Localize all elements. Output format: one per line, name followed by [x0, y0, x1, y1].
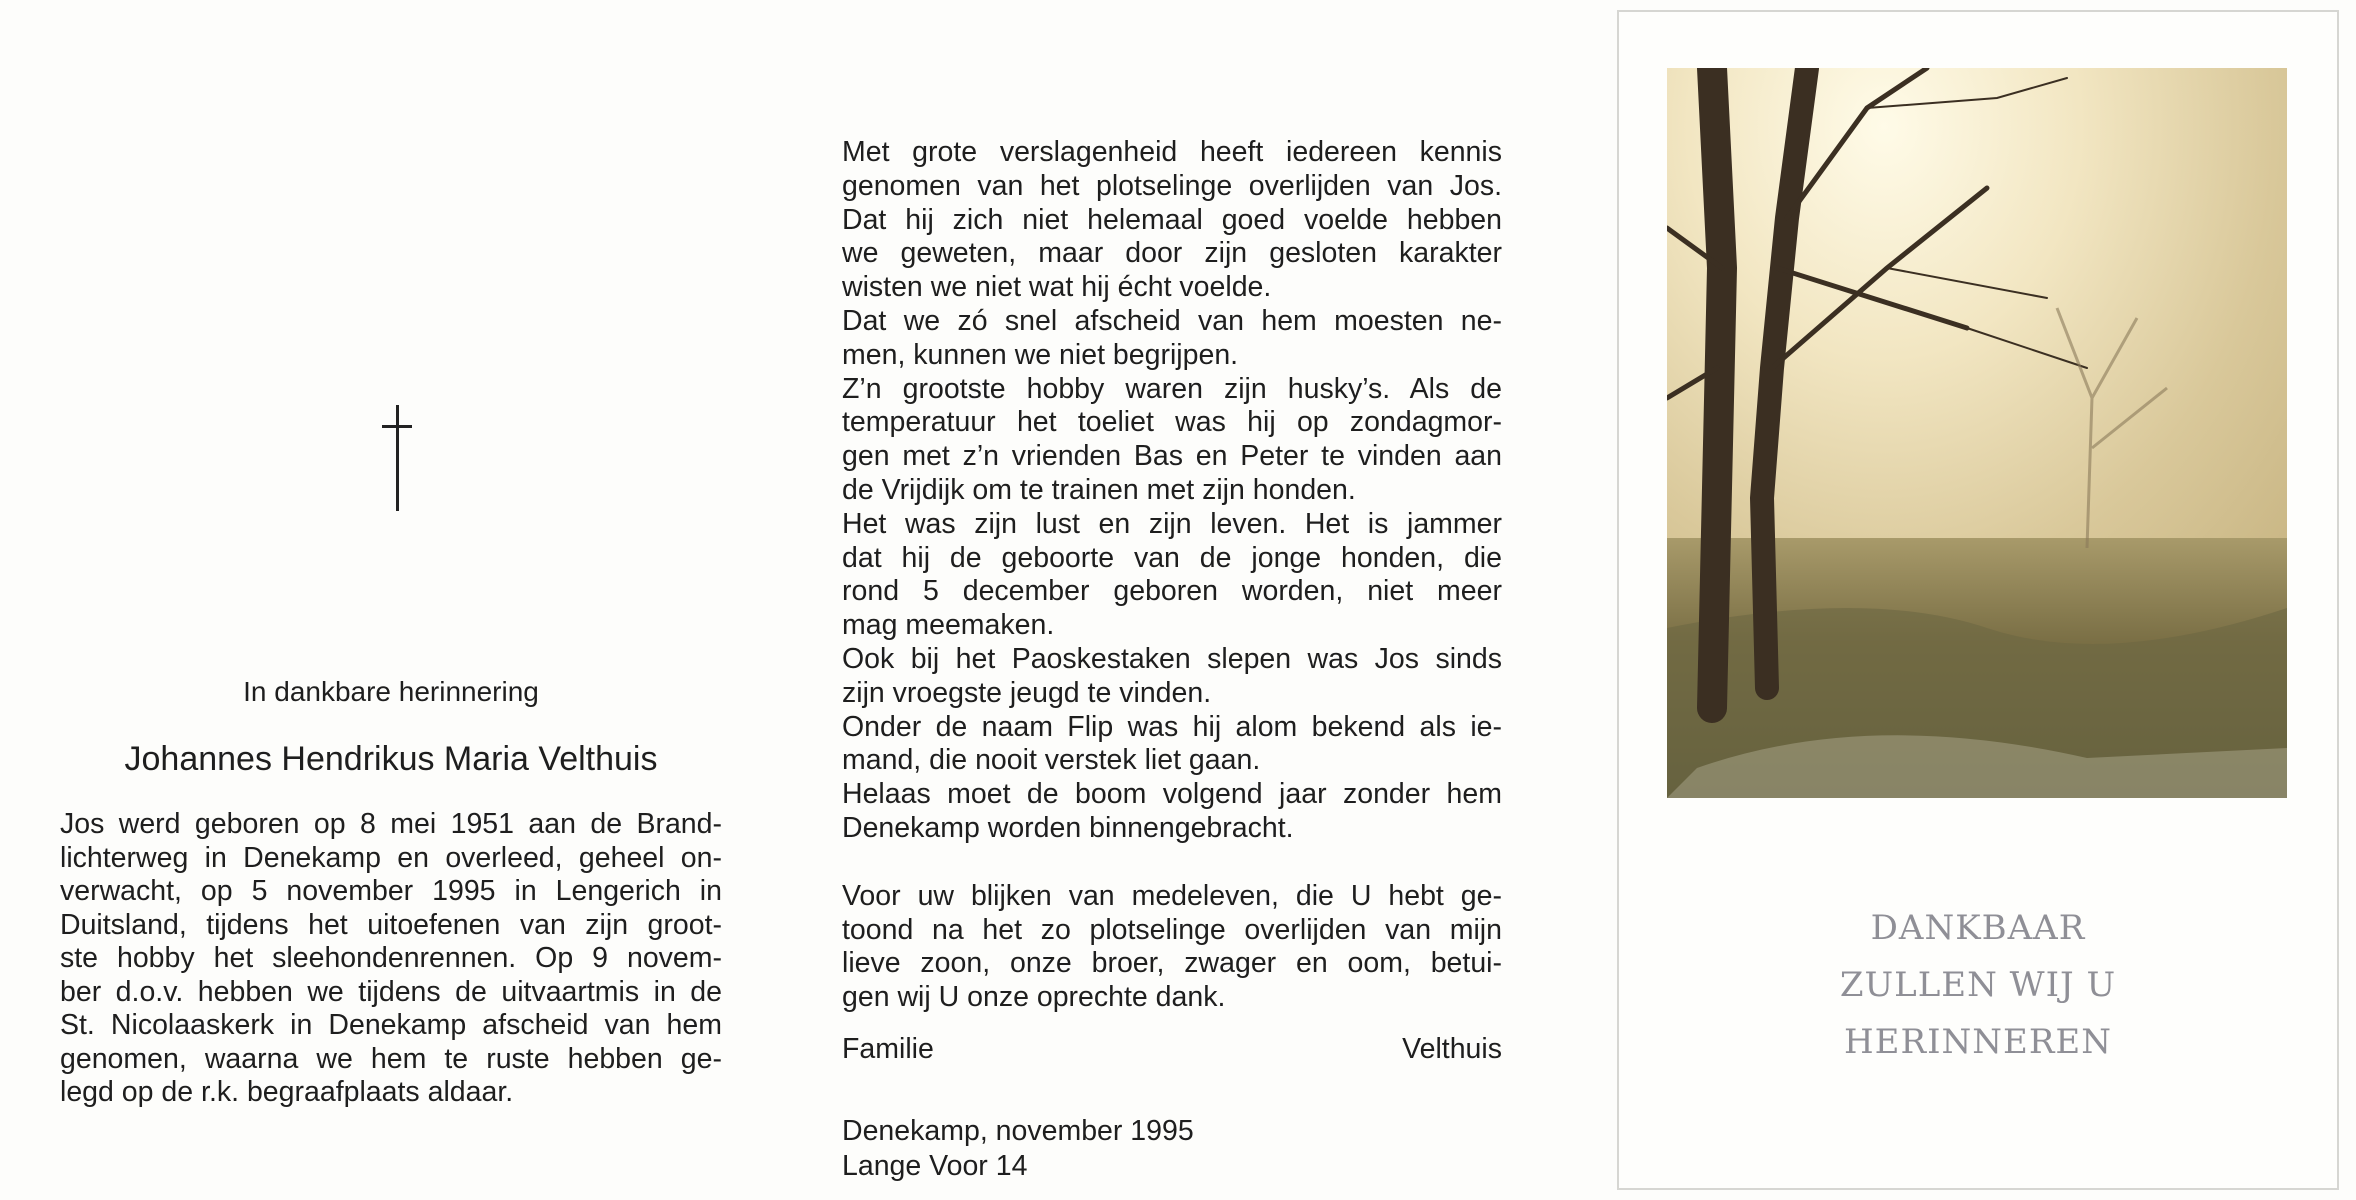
text-line: Denekamp worden binnengebracht. — [842, 811, 1294, 844]
card-line: HERINNEREN — [1844, 1022, 2112, 1062]
place-date: Denekamp, november 1995 — [842, 1115, 1194, 1147]
text-line: Dat hij zich niet helemaal goed voelde hebben — [842, 203, 1502, 236]
message-paragraph — [842, 508, 1502, 643]
text-line: Jos werd geboren op 8 mei 1951 aan de Brand- — [60, 808, 722, 840]
message-paragraph — [842, 643, 1502, 711]
text-line: Helaas moet de boom volgend jaar zonder hem — [842, 778, 1502, 811]
text-line: Duitsland, tijdens het uitoefenen van zijn groot- — [60, 908, 722, 941]
card-line: ZULLEN WIJ U — [1839, 965, 2117, 1005]
text-line: temperatuur het toeliet was hij op zondagmor- — [842, 406, 1502, 439]
text-line: Onder de naam Flip was hij alom bekend als ie- — [842, 710, 1502, 743]
text-line: gen wij U onze oprechte dank. — [842, 981, 1226, 1014]
text-line: verwacht, op 5 november 1995 in Lengerich in — [60, 875, 722, 907]
cross-icon — [382, 405, 412, 511]
biography — [60, 808, 722, 1110]
text-line: rond 5 december geboren worden, niet meer — [842, 575, 1502, 608]
message-paragraph — [842, 373, 1502, 508]
text-line: Het was zijn lust en zijn leven. Het is jammer — [842, 507, 1502, 540]
text-line: mag meemaken. — [842, 609, 1055, 642]
text-line: wisten we niet wat hij écht voelde. — [842, 271, 1272, 304]
text-line: St. Nicolaaskerk in Denekamp afscheid van hem — [60, 1009, 722, 1041]
text-line: we geweten, maar door zijn gesloten karakter — [842, 237, 1502, 270]
left-panel — [60, 0, 722, 1200]
text-line: ste hobby het sleehondenrennen. Op 9 novem- — [60, 942, 722, 974]
text-line: Ook bij het Paoskestaken slepen was Jos sinds — [842, 642, 1502, 675]
text-line: mand, die nooit verstek liet gaan. — [842, 744, 1261, 777]
place-block — [842, 1114, 1194, 1184]
text-line: lieve zoon, onze broer, zwager en oom, betui- — [842, 947, 1502, 980]
message-panel — [842, 136, 1502, 1067]
text-line: Dat we zó snel afscheid van hem moesten ne- — [842, 304, 1502, 337]
winter-trees-photo — [1667, 68, 2287, 798]
subtitle: In dankbare herinnering — [243, 676, 539, 707]
message-paragraph — [842, 711, 1502, 779]
text-line: gen met z’n vrienden Bas en Peter te vinden aan — [842, 440, 1502, 473]
text-line: dat hij de geboorte van de jonge honden, die — [842, 541, 1502, 574]
text-line: de Vrijdijk om te trainen met zijn honden. — [842, 473, 1356, 506]
card-inscription — [1619, 900, 2337, 1071]
text-line: genomen, waarna we hem te ruste hebben ge- — [60, 1042, 722, 1075]
message-paragraph — [842, 778, 1502, 846]
text-line: legd op de r.k. begraafplaats aldaar. — [60, 1076, 514, 1108]
text-line: genomen van het plotselinge overlijden van Jos. — [842, 169, 1502, 202]
message-paragraph — [842, 305, 1502, 373]
text-line: lichterweg in Denekamp en overleed, geheel on- — [60, 841, 722, 874]
text-line: ber d.o.v. hebben we tijdens de uitvaartmis in de — [60, 975, 722, 1008]
text-line: Z’n grootste hobby waren zijn husky’s. Als de — [842, 372, 1502, 405]
text-line: zijn vroegste jeugd te vinden. — [842, 676, 1212, 709]
thanks-paragraph — [842, 880, 1502, 1015]
text-line: men, kunnen we niet begrijpen. — [842, 338, 1239, 371]
deceased-name: Johannes Hendrikus Maria Velthuis — [124, 740, 658, 778]
text-line: Met grote verslagenheid heeft iedereen kennis — [842, 136, 1502, 168]
card-cover — [1617, 10, 2339, 1190]
card-line: DANKBAAR — [1870, 908, 2086, 948]
message-paragraph — [842, 136, 1502, 305]
text-line: toond na het zo plotselinge overlijden van mijn — [842, 913, 1502, 946]
signature: Familie Velthuis — [842, 1032, 1502, 1065]
address: Lange Voor 14 — [842, 1150, 1028, 1182]
text-line: Voor uw blijken van medeleven, die U hebt ge- — [842, 879, 1502, 912]
